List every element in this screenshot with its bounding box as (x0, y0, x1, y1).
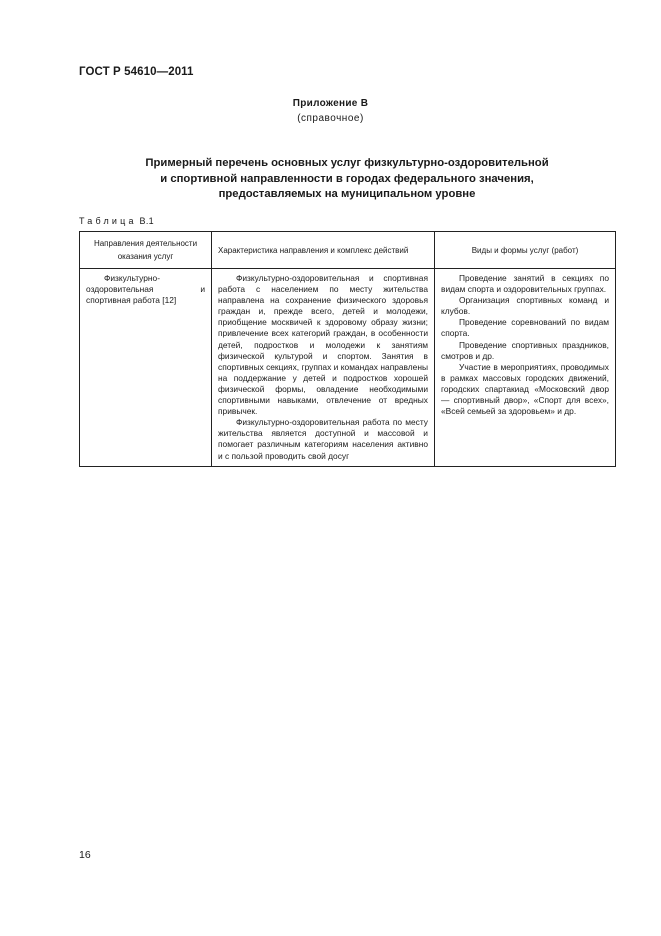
appendix-title: Приложение В (292, 98, 369, 109)
appendix-heading (0, 96, 661, 126)
header-directions-line-1: Направления деятельности (93, 239, 198, 248)
service-item: Проведение соревнований по видам спорта. (441, 317, 609, 339)
table-label-number: В.1 (139, 216, 154, 226)
service-item: Проведение занятий в секциях по видам спорта и оздоровительных группах. (441, 273, 609, 295)
cell-services (435, 269, 616, 467)
services-table (79, 231, 616, 467)
characteristic-paragraph-1: Физкультурно-оздоровительная и спортивная работа с населением по месту жительства направлена на сохранение физического здоровья граждан и, прежде всего, детей и молодежи, приобщение москвичей к здоровому образу жизни; привлечение всех категорий граждан, в особенности детей, подростков и молодежи к занятиям физической культурой и спортом. Занятия в спортивных секциях, группах и командах направлены на поддержание у детей и подростков хорошей физической формы, овладение необходимыми спортивными навыками, отвлечение от вредных привычек. (218, 273, 428, 417)
cell-direction (80, 269, 212, 467)
document-id: ГОСТ Р 54610—2011 (79, 66, 194, 78)
header-directions-line-2: оказания услуг (117, 252, 174, 261)
header-characteristic: Характеристика направления и комплекс действий (212, 232, 435, 269)
header-services: Виды и формы услуг (работ) (435, 232, 616, 269)
header-directions (80, 232, 212, 269)
service-item: Участие в мероприятиях, проводимых в рамках массовых городских движений, городских спартакиад «Московский двор — спортивный двор», «Спорт для всех», «Всей семьей за здоровьем» и др. (441, 361, 609, 417)
direction-text: Физкультурно-оздоровительная и спортивная работа [12] (86, 273, 205, 306)
title-line-3: предоставляемых на муниципальном уровне (218, 188, 476, 200)
characteristic-paragraph-2: Физкультурно-оздоровительная работа по месту жительства является доступной и массовой и помогает различным категориям населения активно и с пользой проводить свой досуг (218, 417, 428, 461)
title-line-1: Примерный перечень основных услуг физкультурно-оздоровительной (145, 157, 549, 169)
title-line-2: и спортивной направленности в городах федерального значения, (160, 172, 534, 185)
appendix-subtitle: (справочное) (297, 113, 364, 124)
page-title (79, 156, 615, 203)
cell-characteristic (212, 269, 435, 467)
service-item: Проведение спортивных праздников, смотров и др. (441, 339, 609, 361)
page-number: 16 (79, 849, 91, 861)
table-label-prefix: Таблица (79, 216, 137, 226)
service-item: Организация спортивных команд и клубов. (441, 295, 609, 317)
table-row (80, 269, 616, 467)
table-header-row (80, 232, 616, 269)
table-label (79, 216, 154, 226)
